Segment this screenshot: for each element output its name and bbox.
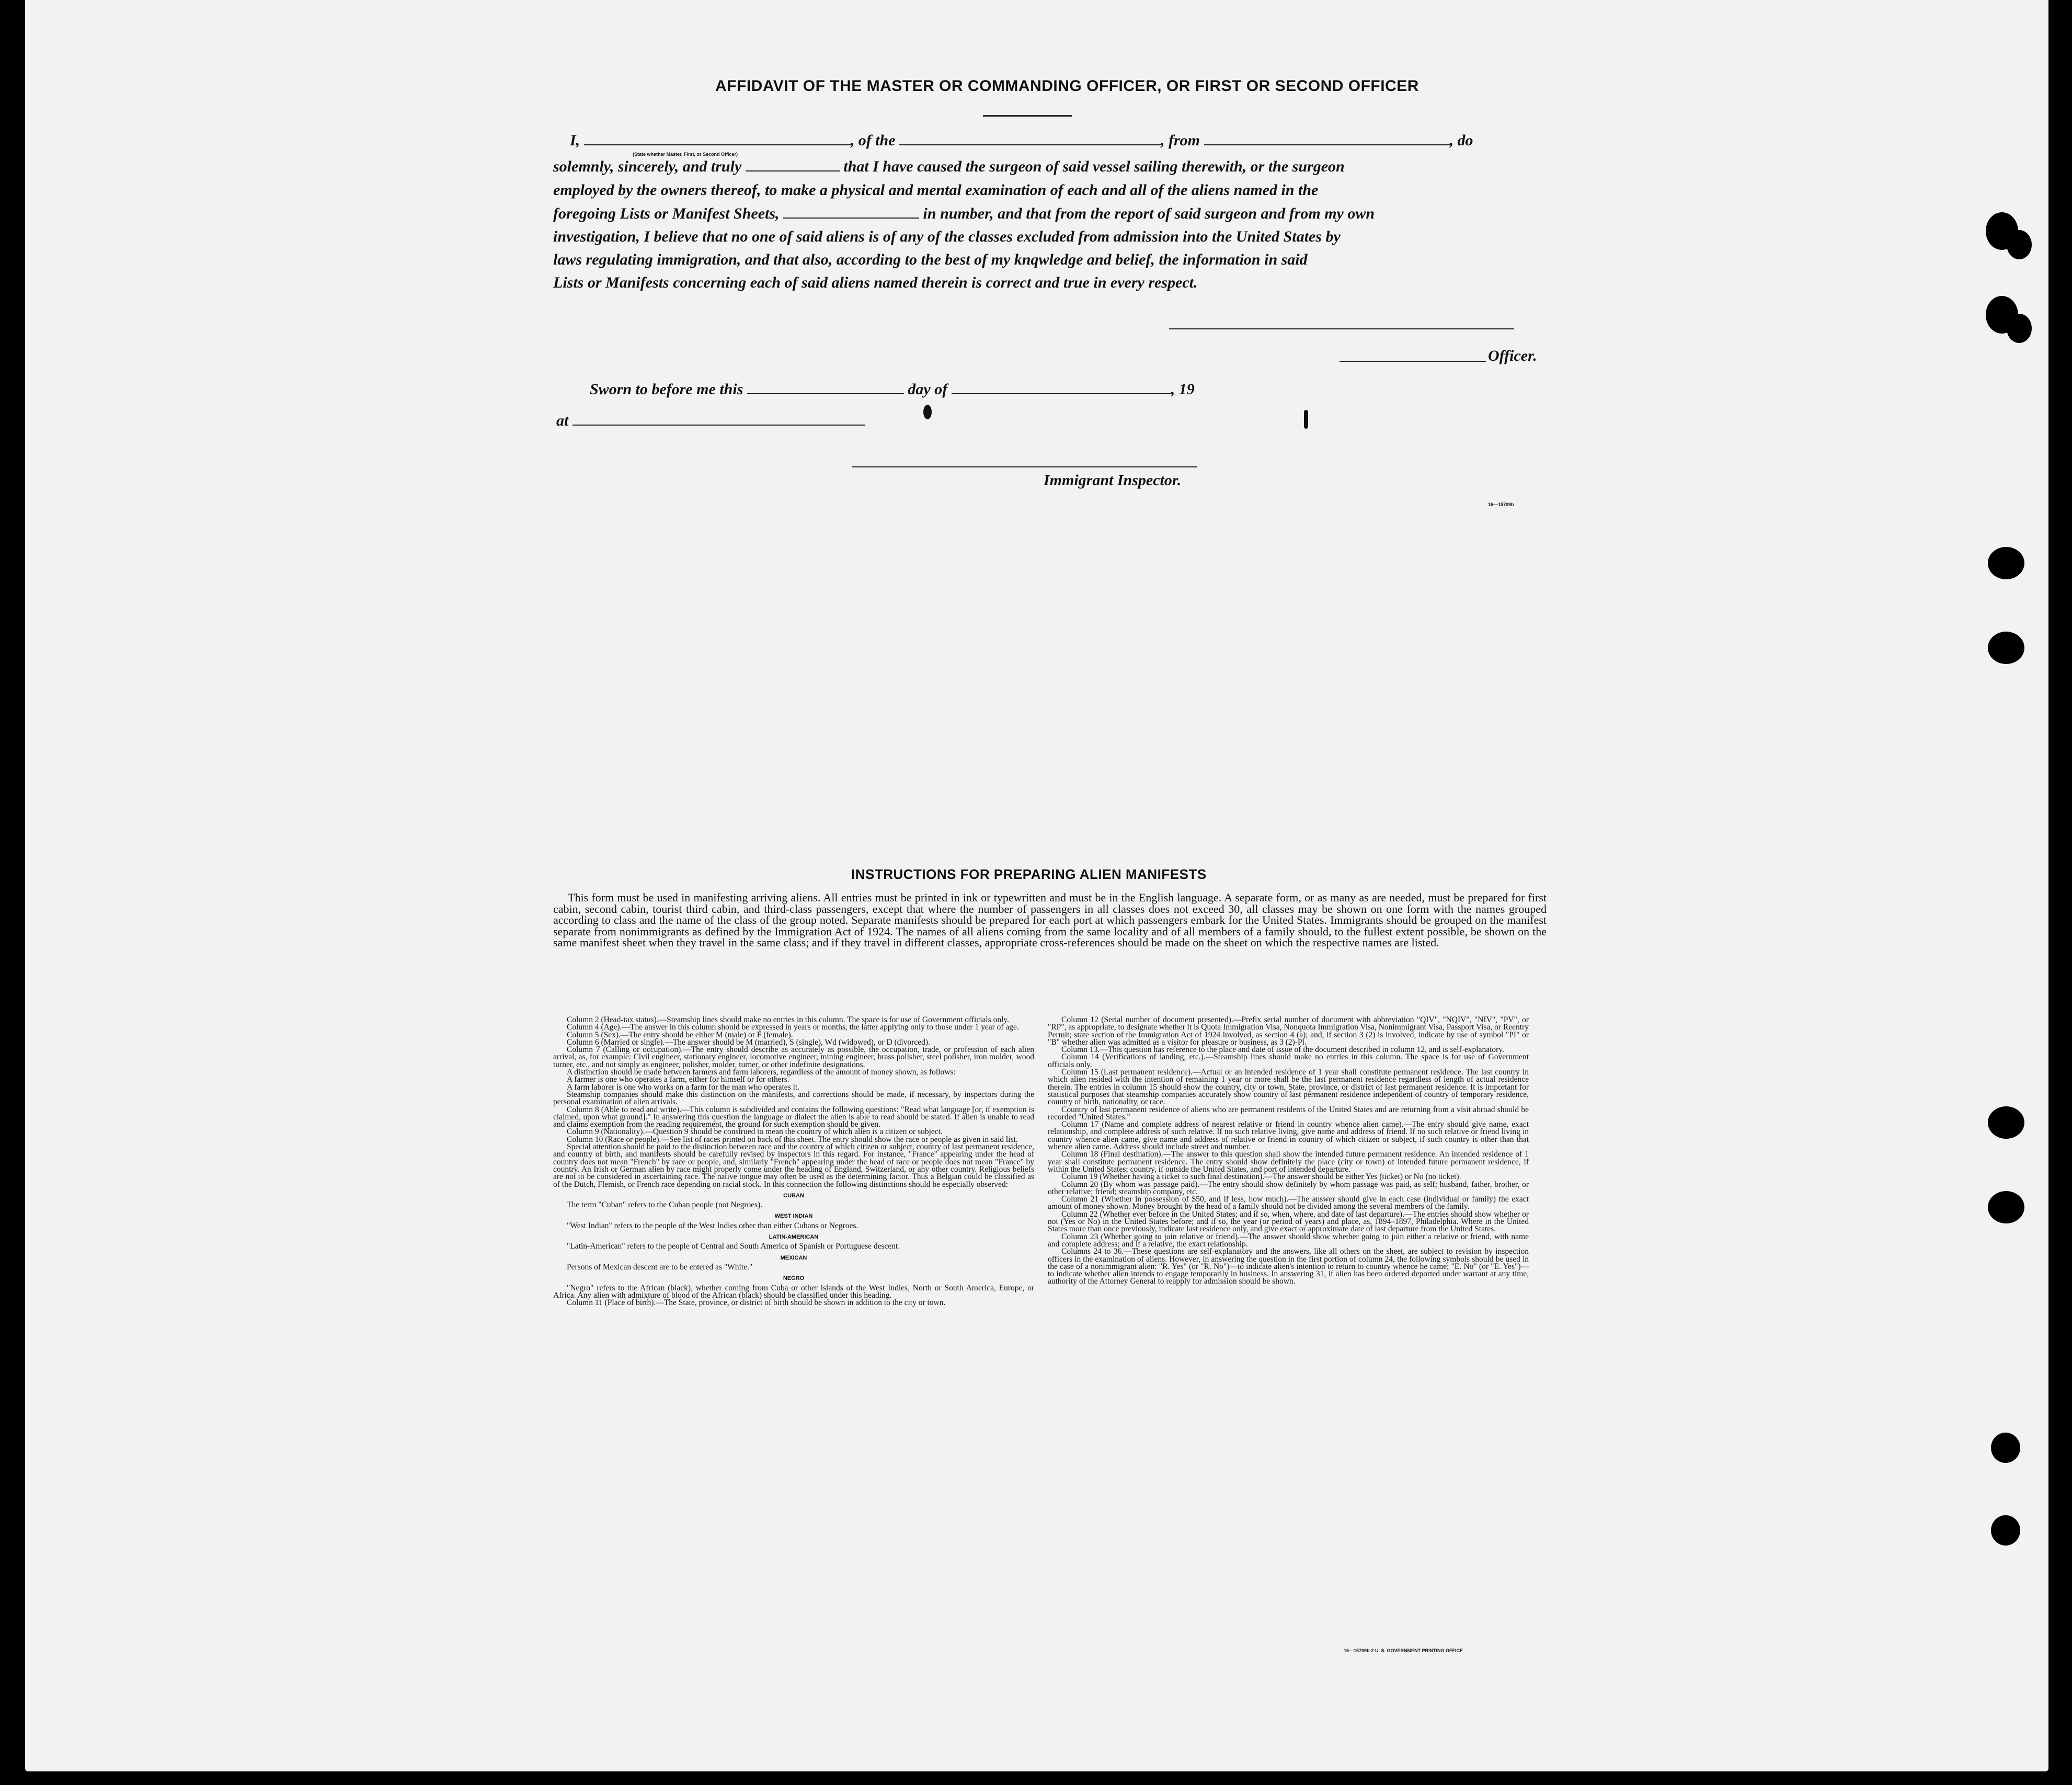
instruction-paragraph: A distinction should be made between farmers and farm laborers, regardless of the amount of money shown, as follows:	[567, 1068, 956, 1077]
sheet-count-field[interactable]	[783, 206, 919, 219]
inspector-signature-line[interactable]	[852, 466, 1197, 467]
affidavit-line-1	[570, 132, 1473, 150]
affidavit-title: AFFIDAVIT OF THE MASTER OR COMMANDING OFFICER, OR FIRST OR SECOND OFFICER	[715, 77, 1419, 95]
instruction-paragraph: Column 5 (Sex).—The entry should be either M (male) or F (female).	[567, 1030, 793, 1039]
affidavit-line-5: investigation, I believe that no one of said aliens is of any of the classes excluded from admission into the United States by	[553, 228, 1341, 245]
instruction-paragraph: Column 7 (Calling or occupation).—The entry should describe as accurately as possible, the occupation, trade, or profession of each alien arrival, as, for example: Civil engineer, stationary engineer, locomotive engineer, mining engineer, brass polisher, steel polisher, iron molder, wood turner, etc., and not simply as engineer, polisher, molder, turner, or other indefinite designations.	[553, 1045, 1034, 1069]
west-indian-heading: WEST INDIAN	[774, 1213, 813, 1220]
instruction-paragraph: Column 18 (Final destination).—The answer to this question shall show the intended future permanent residence. An intended residence of 1 year shall constitute permanent residence. The entry should show definitely the place (city or town) of intended future permanent residence, if within the United States; country, if outside the United States, and port of intended departure.	[1048, 1150, 1529, 1174]
binder-hole	[1988, 1191, 2024, 1223]
west-indian-text: "West Indian" refers to the people of the West Indies other than either Cubans or Negroes.	[567, 1221, 858, 1230]
year-text: , 19	[1171, 381, 1195, 398]
instruction-paragraph: Column 17 (Name and complete address of nearest relative or friend in country whence alien came).—The entry should give name, exact relationship, and complete address of such relative. If no such relative living, give name and address of friend. If no such relative or friend living in country whence alien came, give name and address of relative or friend in country of which citizen or subject, if such country is other than that whence alien came. Address should include street and number.	[1048, 1120, 1529, 1152]
instruction-paragraph: Column 19 (Whether having a ticket to such final destination).—The answer should be either Yes (ticket) or No (no ticket).	[1061, 1172, 1461, 1182]
instruction-paragraph: Columns 24 to 36.—These questions are self-explanatory and the answers, like all others on the sheet, are subject to revision by inspection officers in the examination of aliens. However, in answering the question in the first portion of column 24, the following symbols should be used in the case of a nonimmigrant alien: "R. Yes" (or "R. No")—to indicate alien's intention to return to country whence he came; "E. No" (or "E. Yes")—to indicate whether alien intends to engage temporarily in business. In answering 31, if alien has been ordered deported under warrant at any time, authority of the Attorney General to reapply for admission should be shown.	[1048, 1247, 1529, 1286]
mexican-heading: MEXICAN	[780, 1254, 807, 1261]
instruction-paragraph: Special attention should be paid to the distinction between race and the country of which citizen or subject, country of last permanent residence, and country of birth, and manifests should be carefully revised by inspectors in this regard. For instance, "France" appearing under the head of country does not mean "French" by race or people, and, similarly "French" appearing under the head of race or people does not mean "France" by country. An Irish or German alien by race might properly come under the heading of England, Switzerland, or any other country. Religious beliefs are not to be considered in ascertaining race. The native tongue may often be used as the determining factor. Thus a Belgian could be classified as of the Dutch, Flemish, or French race depending on racial stock. In this connection the following distinctions should be especially observed:	[553, 1142, 1034, 1189]
form-number: 16—15709b	[1488, 502, 1514, 507]
instruction-paragraph: Column 9 (Nationality).—Question 9 should be construed to mean the country of which alien is a citizen or subject.	[567, 1127, 943, 1137]
instruction-paragraph: Column 15 (Last permanent residence).—Actual or an intended residence of 1 year shall constitute permanent residence. The last country in which alien resided with the intention of remaining 1 year or more shall be the last permanent residence regardless of length of actual residence therein. The entries in column 15 should show the country, city or town, State, province, or district of last permanent residence. It is important for statistical purposes that steamship companies accurately show country of last permanent residence independent of country of temporary residence, country of birth, nationality, or race.	[1048, 1068, 1529, 1107]
affidavit-line-6: laws regulating immigration, and that also, according to the best of my knqwledge and belief, the information in said	[553, 251, 1308, 268]
binder-hole	[2007, 230, 2032, 259]
affidavit-text: in number, and that from the report of said surgeon and from my own	[923, 205, 1375, 222]
instruction-paragraph: Steamship companies should make this distinction on the manifests, and corrections should be made, if necessary, by inspectors during the personal examination of alien arrivals.	[553, 1090, 1034, 1107]
instruction-paragraph: Column 8 (Able to read and write).—This column is subdivided and contains the following questions: "Read what language [or, if exemption is claimed, upon what ground]." In answering this question the language or dialect the alien is able to read should be stated. If alien is unable to read and claims exemption from the reading requirement, the ground for such exemption should be given.	[553, 1105, 1034, 1129]
day-of-text: day of	[908, 381, 948, 398]
affidavit-line-3: employed by the owners thereof, to make a physical and mental examination of each and all of the aliens named in the	[553, 181, 1319, 199]
vessel-name-field[interactable]	[899, 133, 1161, 145]
binder-hole	[1988, 632, 2024, 664]
master-note: (State whether Master, First, or Second Officer)	[633, 152, 738, 157]
cuban-text: The term "Cuban" refers to the Cuban people (not Negroes).	[567, 1200, 763, 1210]
affidavit-line-7: Lists or Manifests concerning each of said aliens named therein is correct and true in every respect.	[553, 274, 1198, 291]
instructions-left-column	[553, 1016, 1034, 1307]
instruction-paragraph: Country of last permanent residence of aliens who are permanent residents of the United States and are returning from a visit abroad should be recorded "United States."	[1048, 1105, 1529, 1122]
instruction-paragraph: Column 6 (Married or single).—The answer should be M (married), S (single), Wd (widowed), or D (divorced).	[567, 1037, 930, 1047]
sworn-text: Sworn to before me this	[590, 381, 743, 398]
officer-title-line[interactable]	[1340, 361, 1486, 362]
negro-heading: NEGRO	[783, 1275, 805, 1282]
binder-hole	[1991, 1515, 2020, 1546]
signature-line[interactable]	[1169, 328, 1514, 329]
ink-speck	[1304, 410, 1308, 429]
negro-text: "Negro" refers to the African (black), whether coming from Cuba or other islands of the West Indies, North or South America, Europe, or Africa. Any alien with admixture of blood of the African (black) should be classified under this heading.	[553, 1283, 1034, 1300]
binder-hole	[1988, 547, 2024, 579]
instruction-paragraph: Column 23 (Whether going to join relative or friend).—The answer should show whether going to join either a relative or friend, with name and complete address; and if a relative, the exact relationship.	[1048, 1232, 1529, 1249]
instruction-paragraph: A farmer is one who operates a farm, either for himself or for others.	[567, 1075, 789, 1084]
mexican-text: Persons of Mexican descent are to be entered as "White."	[567, 1262, 753, 1272]
instruction-paragraph: Column 21 (Whether in possession of $50, and if less, how much).—The answer should give in each case (individual or family) the exact amount of money shown. Money brought by the head of a family should not be divided among the several members of the family.	[1048, 1195, 1529, 1211]
title-underline	[983, 115, 1072, 117]
at-line	[556, 412, 865, 430]
instructions-title: INSTRUCTIONS FOR PREPARING ALIEN MANIFESTS	[851, 866, 1207, 882]
instruction-paragraph: Column 10 (Race or people).—See list of races printed on back of this sheet. The entry should show the race or people as given in said list.	[567, 1135, 1018, 1144]
binder-hole	[1991, 1433, 2020, 1463]
instructions-intro: This form must be used in manifesting arriving aliens. All entries must be printed in ink or typewritten and must be in the English language. A separate form, or as many as are needed, must be prepared for first cabin, second cabin, tourist third cabin, and third-class passengers, except that where the number of passengers in all classes does not exceed 30, all classes may be shown on one form with the names grouped according to class and the name of the class of the group noted. Separate manifests should be prepared for each port at which passengers embark for the United States. Immigrants should be grouped on the manifest separate from nonimmigrants as defined by the Immigration Act of 1924. The names of all aliens coming from the same locality and of all members of a family should, to the fullest extent possible, be shown on the same manifest sheet when they travel in the same class; and if they travel in different classes, appropriate cross-references should be made on the sheet on which the respective names are listed.	[553, 891, 1547, 949]
instruction-paragraph: Column 4 (Age).—The answer in this column should be expressed in years or months, the latter applying only to those under 1 year of age.	[567, 1023, 1019, 1032]
departure-port-field[interactable]	[1204, 133, 1450, 145]
instruction-paragraph: Column 13.—This question has reference to the place and date of issue of the document described in column 12, and is self-explanatory.	[1061, 1045, 1504, 1055]
column-11-text: Column 11 (Place of birth).—The State, province, or district of birth should be shown in addition to the city or town.	[567, 1298, 946, 1308]
sworn-place-field[interactable]	[573, 413, 865, 426]
affidavit-of-the: , of the	[850, 132, 896, 149]
latin-american-heading: LATIN-AMERICAN	[769, 1234, 819, 1241]
affidavit-from: , from	[1161, 132, 1200, 149]
instruction-paragraph: Column 12 (Serial number of document presented).—Prefix serial number of document with abbreviation "QIV", "NQIV", "NIV", "PV", or "RP", as appropriate, to designate whether it is Quota Immigration Visa, Nonquota Immigration Visa, Nonimmigrant Visa, Passport Visa, or Reentry Permit; state section of the Immigration Act of 1924 involved, as section 4 (a); and, if section 3 (2) is involved, indicate by use of symbol "PI" or "B" whether alien was admitted as a visitor for pleasure or business, as 3 (2)-Pl.	[1048, 1015, 1529, 1047]
latin-american-text: "Latin-American" refers to the people of Central and South America of Spanish or Portuguese descent.	[567, 1242, 900, 1251]
oath-field[interactable]	[746, 159, 840, 171]
sworn-line	[590, 381, 1195, 398]
instruction-paragraph: Column 20 (By whom was passage paid).—The entry should show definitely by whom passage was paid, as self; husband, father, brother, or other relative; friend; steamship company, etc.	[1048, 1180, 1529, 1196]
affidavit-line-4	[553, 205, 1375, 223]
officer-name-field[interactable]	[584, 133, 851, 145]
cuban-heading: CUBAN	[783, 1192, 804, 1199]
instructions-right-column	[1048, 1016, 1529, 1286]
printing-office-footer: 16—15709b-2 U. S. GOVERNMENT PRINTING OFFICE	[1344, 1648, 1463, 1653]
sworn-month-field[interactable]	[952, 382, 1171, 394]
affidavit-text: solemnly, sincerely, and truly	[553, 158, 742, 175]
sworn-day-field[interactable]	[747, 382, 904, 394]
affidavit-i: I,	[570, 132, 580, 149]
affidavit-line-2	[553, 158, 1345, 176]
binder-hole	[1988, 1106, 2024, 1139]
affidavit-do: , do	[1449, 132, 1473, 149]
instruction-paragraph: Column 22 (Whether ever before in the United States; and if so, when, where, and date of last departure).—The entries should show whether or not (Yes or No) in the United States before; and if so, the year (or period of years) and place, as, 1894–1897, Philadelphia. Where in the United States more than once previously, indicate last residence only, and give exact or approximate date of last departure from the United States.	[1048, 1209, 1529, 1234]
instruction-paragraph: A farm laborer is one who works on a farm for the man who operates it.	[567, 1082, 800, 1092]
instruction-paragraph: Column 14 (Verifications of landing, etc.).—Steamship lines should make no entries in this column. The space is for use of Government officials only.	[1048, 1052, 1529, 1069]
ink-speck	[923, 405, 932, 419]
binder-hole	[2007, 314, 2032, 343]
officer-label: Officer.	[1488, 347, 1537, 364]
instruction-paragraph: Column 2 (Head-tax status).—Steamship lines should make no entries in this column. The space is for use of Government officials only.	[567, 1015, 1010, 1024]
inspector-label: Immigrant Inspector.	[1044, 472, 1182, 489]
at-text: at	[556, 412, 569, 429]
affidavit-text: that I have caused the surgeon of said vessel sailing therewith, or the surgeon	[843, 158, 1345, 175]
affidavit-text: foregoing Lists or Manifest Sheets,	[553, 205, 780, 222]
